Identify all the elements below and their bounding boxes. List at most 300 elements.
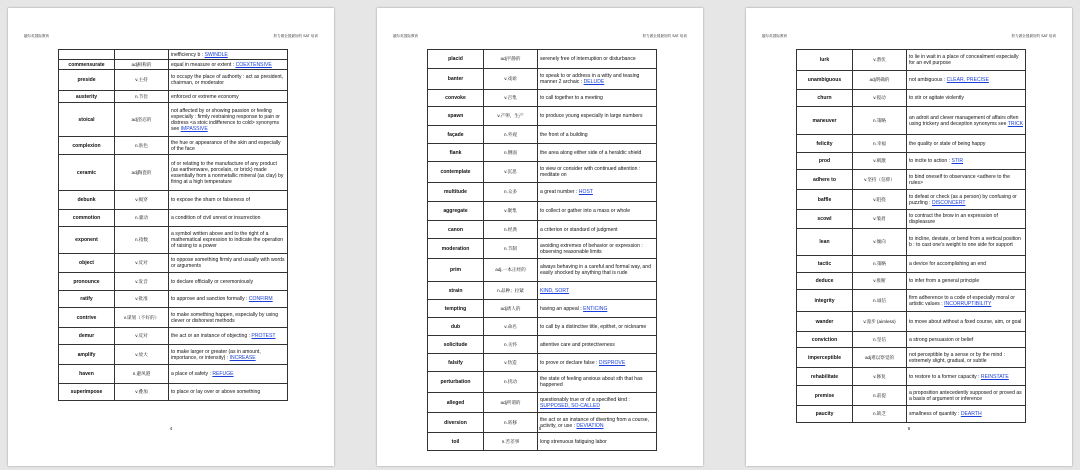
word-cell: façade <box>428 126 484 144</box>
definition-cell <box>907 332 1026 348</box>
definition-text: to expose the sham or falseness of <box>171 197 250 203</box>
meaning-cell: n.诚信 <box>853 290 907 312</box>
definition-text: to view or consider with continued attention : meditate on <box>540 166 641 178</box>
meaning-cell: v.修复 <box>853 368 907 386</box>
definition-cell <box>538 336 657 354</box>
definition-cell <box>169 345 288 365</box>
synonym-link[interactable]: TRICK <box>1007 120 1024 127</box>
word-cell: rehabilitate <box>797 368 853 386</box>
definition-cell <box>538 259 657 282</box>
synonym-link[interactable]: DEVIATION <box>576 422 604 429</box>
definition-text: to call by a distinctive title, epithet, or nickname <box>540 323 647 330</box>
synonym-link[interactable]: DEARTH <box>960 411 982 417</box>
definition-text: to infer from a general principle <box>909 278 980 284</box>
definition-text: questionably true or of a specified kind : <box>540 396 630 403</box>
table-row <box>59 227 288 254</box>
table-row <box>428 90 657 107</box>
word-cell: moderation <box>428 239 484 259</box>
header-right: 努力做全国最好的 SAT 培训 <box>1011 34 1056 38</box>
definition-text: to speak to or address in a witty and teasing manner 2 archaic : <box>540 73 640 85</box>
word-cell: austerity <box>59 91 115 103</box>
definition-cell <box>538 433 657 451</box>
word-cell: canon <box>428 221 484 239</box>
definition-text: always behaving in a careful and formal way, and easily shocked by anything that is rude <box>540 264 651 276</box>
word-cell: scowl <box>797 210 853 229</box>
table-row <box>797 210 1026 229</box>
table-row <box>797 386 1026 406</box>
header-left: 趣尔英国际教育 <box>24 34 50 38</box>
definition-text: a great number : <box>540 189 579 195</box>
definition-text: smallness of quantity : <box>909 411 961 417</box>
table-row <box>797 348 1026 368</box>
meaning-cell: v.伪造 <box>484 354 538 372</box>
table-row <box>59 103 288 137</box>
definition-cell <box>538 144 657 162</box>
word-cell: superimpose <box>59 384 115 401</box>
word-cell: wander <box>797 312 853 332</box>
definition-cell <box>538 221 657 239</box>
synonym-link[interactable]: STIR <box>951 158 964 164</box>
table-row <box>428 259 657 282</box>
meaning-cell: n.节制 <box>484 239 538 259</box>
meaning-cell: n.苦差事 <box>484 433 538 451</box>
meaning-cell: adj所谓的 <box>484 393 538 413</box>
meaning-cell: n.经典 <box>484 221 538 239</box>
page-number: 4 <box>169 426 173 431</box>
table-row <box>428 107 657 126</box>
synonym-link[interactable]: DISPROVE <box>598 359 626 366</box>
definition-text: to prove or declare false : <box>540 359 599 366</box>
definition-text: inefficiency b : <box>171 51 205 58</box>
definition-text: enforced or extreme economy <box>171 93 239 100</box>
word-cell: imperceptible <box>797 348 853 368</box>
definition-cell <box>538 318 657 336</box>
table-row <box>428 372 657 393</box>
table-row <box>428 183 657 202</box>
table-row <box>428 354 657 372</box>
word-cell: baffle <box>797 190 853 210</box>
definition-cell <box>907 368 1026 386</box>
meaning-cell: v.阻挠 <box>853 190 907 210</box>
meaning-cell: v.推断 <box>853 273 907 290</box>
table-row <box>59 308 288 328</box>
word-cell: amplify <box>59 345 115 365</box>
table-row <box>59 191 288 210</box>
document-page-2 <box>377 8 703 466</box>
synonym-link[interactable]: CONFIRM <box>248 296 273 302</box>
meaning-cell: n.关怀 <box>484 336 538 354</box>
definition-text: to declare officially or ceremoniously <box>171 278 254 285</box>
definition-text: to make something happen, especially by using clever or dishonest methods <box>171 311 279 324</box>
synonym-link[interactable]: REFUGE <box>212 371 234 377</box>
synonym-link[interactable]: IMPASSIVE <box>180 125 208 132</box>
meaning-cell: v.产卵，生产 <box>484 107 538 126</box>
meaning-cell: adj相称的 <box>115 60 169 70</box>
definition-cell <box>907 135 1026 153</box>
synonym-link[interactable]: REINSTATE <box>980 373 1009 380</box>
definition-cell <box>169 365 288 384</box>
table-row <box>59 70 288 91</box>
definition-text: a proposition antecedently supposed or proved as a basis of argument or inference <box>909 389 1022 402</box>
meaning-cell: n.转移 <box>484 413 538 433</box>
definition-text: to incite to action : <box>909 158 952 164</box>
meaning-cell: v.漫步 (aimless) <box>853 312 907 332</box>
word-cell: pronounce <box>59 273 115 291</box>
document-page-3 <box>746 8 1072 466</box>
table-row <box>797 332 1026 348</box>
word-cell: solicitude <box>428 336 484 354</box>
definition-cell <box>538 107 657 126</box>
definition-cell <box>907 190 1026 210</box>
table-row <box>59 365 288 384</box>
meaning-cell: n.品种；拉紧 <box>484 282 538 300</box>
definition-cell <box>907 386 1026 406</box>
meaning-cell: v.命名 <box>484 318 538 336</box>
word-cell: exponent <box>59 227 115 254</box>
table-row <box>797 90 1026 107</box>
definition-cell <box>538 126 657 144</box>
meaning-cell: v.主持 <box>115 70 169 91</box>
definition-text: to lie in wait in a place of concealment especially for an evil purpose <box>909 54 1019 66</box>
meaning-cell: v.潜伏 <box>853 50 907 71</box>
definition-text: attentive care and protectiveness <box>540 341 615 348</box>
definition-cell <box>907 406 1026 423</box>
meaning-cell: n.节俭 <box>115 91 169 103</box>
word-cell: prod <box>797 153 853 170</box>
definition-text: an adroit and clever management of affairs often using trickery and deception synonyms see <box>909 114 1019 127</box>
table-row <box>428 126 657 144</box>
document-page-1 <box>8 8 334 466</box>
definition-text: to bind oneself to observance <adhere to the rules> <box>909 173 1010 186</box>
definition-cell <box>169 91 288 103</box>
definition-cell <box>907 273 1026 290</box>
word-cell: strain <box>428 282 484 300</box>
table-row <box>428 300 657 318</box>
definition-cell <box>169 103 288 137</box>
meaning-cell: v.发音 <box>115 273 169 291</box>
definition-cell <box>907 312 1026 332</box>
meaning-cell: adj陶瓷的 <box>115 155 169 191</box>
table-row <box>797 135 1026 153</box>
table-row <box>59 137 288 155</box>
synonym-link[interactable]: INCREASE <box>229 354 256 361</box>
definition-text: to call together to a meeting <box>540 95 603 101</box>
definition-cell <box>169 328 288 345</box>
definition-cell <box>538 162 657 183</box>
table-row <box>797 50 1026 71</box>
definition-text: to make larger or greater (as in amount, importance, or intensity) : <box>171 348 261 361</box>
word-cell: stoical <box>59 103 115 137</box>
definition-text: the quality or state of being happy <box>909 140 986 147</box>
meaning-cell: v.戏谑 <box>484 69 538 90</box>
table-row <box>59 91 288 103</box>
table-row <box>797 190 1026 210</box>
table-row <box>428 162 657 183</box>
vocab-table <box>58 49 288 401</box>
meaning-cell: adj诱人的 <box>484 300 538 318</box>
meaning-cell: n.前提 <box>853 386 907 406</box>
word-cell: complexion <box>59 137 115 155</box>
table-row <box>59 60 288 70</box>
word-cell: aggregate <box>428 202 484 221</box>
table-row <box>797 256 1026 273</box>
definition-cell <box>538 300 657 318</box>
table-row <box>797 170 1026 190</box>
meaning-cell: v.刺激 <box>853 153 907 170</box>
word-cell: haven <box>59 365 115 384</box>
meaning-cell: v.反对 <box>115 254 169 273</box>
definition-text: a criterion or standard of judgment <box>540 226 618 233</box>
definition-cell <box>538 393 657 413</box>
header-left: 趣尔英国际教育 <box>393 34 419 38</box>
definition-cell <box>907 229 1026 256</box>
page-header <box>377 34 703 44</box>
table-row <box>59 254 288 273</box>
definition-text: a device for accomplishing an end <box>909 261 987 267</box>
meaning-cell <box>115 50 169 60</box>
definition-text: the state of feeling anxious about sth that has happened <box>540 376 643 388</box>
meaning-cell: v.放大 <box>115 345 169 365</box>
synonym-link[interactable]: SUPPOSED, SO-CALLED <box>540 402 601 409</box>
definition-text: a place of safety : <box>171 371 213 377</box>
meaning-cell: n.指数 <box>115 227 169 254</box>
table-row <box>797 273 1026 290</box>
word-cell: premise <box>797 386 853 406</box>
word-cell: flank <box>428 144 484 162</box>
definition-cell <box>907 153 1026 170</box>
definition-text: having an appeal : <box>540 305 584 312</box>
definition-cell <box>538 354 657 372</box>
table-row <box>59 345 288 365</box>
word-cell: felicity <box>797 135 853 153</box>
definition-text: the hue or appearance of the skin and especially of the face <box>171 139 281 152</box>
definition-text: to incline, deviate, or bend from a vertical position b : to cast one's weight to one side for support <box>909 236 1021 248</box>
synonym-link[interactable]: PROTEST <box>251 333 276 339</box>
definition-cell <box>169 384 288 401</box>
definition-text: to defeat or check (as a person) by confusing or puzzling : <box>909 193 1017 206</box>
definition-cell <box>169 60 288 70</box>
word-cell: conviction <box>797 332 853 348</box>
definition-text: the area along either side of a heraldic shield <box>540 149 642 156</box>
vocab-table <box>796 49 1026 423</box>
meaning-cell: n.策略 <box>853 107 907 135</box>
word-cell: multitude <box>428 183 484 202</box>
table-row <box>428 69 657 90</box>
meaning-cell: v.批准 <box>115 291 169 308</box>
meaning-cell: v.谋划（不好的） <box>115 308 169 328</box>
table-row <box>59 384 288 401</box>
meaning-cell: v.揭穿 <box>115 191 169 210</box>
meaning-cell: n.骚动 <box>115 210 169 227</box>
meaning-cell: n.坚信 <box>853 332 907 348</box>
definition-cell <box>169 254 288 273</box>
meaning-cell: n.外观 <box>484 126 538 144</box>
meaning-cell: adj.一本正经的 <box>484 259 538 282</box>
definition-cell <box>538 282 657 300</box>
definition-cell <box>169 191 288 210</box>
synonym-link[interactable]: SWINDLE <box>204 51 228 58</box>
meaning-cell: v.沉思 <box>484 162 538 183</box>
page-header <box>8 34 334 44</box>
definition-cell <box>169 273 288 291</box>
table-row <box>428 336 657 354</box>
definition-text: to stir or agitate violently <box>909 95 964 101</box>
table-row <box>428 50 657 69</box>
table-row <box>797 368 1026 386</box>
definition-text: the front of a building <box>540 131 588 138</box>
page-number: 5 <box>538 426 542 431</box>
table-row <box>428 282 657 300</box>
definition-text: to move about without a fixed course, aim, or goal <box>909 318 1022 325</box>
word-cell: falsify <box>428 354 484 372</box>
definition-cell <box>169 155 288 191</box>
definition-cell <box>538 69 657 90</box>
meaning-cell: adj坚忍的 <box>115 103 169 137</box>
word-cell: banter <box>428 69 484 90</box>
synonym-link[interactable]: COEXTENSIVE <box>235 61 272 68</box>
synonym-link[interactable]: CLEAR, PRECISE <box>946 77 989 83</box>
definition-text: to occupy the place of authority : act as president, chairman, or moderator <box>171 74 284 86</box>
table-row <box>59 210 288 227</box>
word-cell: perturbation <box>428 372 484 393</box>
word-cell: prim <box>428 259 484 282</box>
definition-cell <box>169 291 288 308</box>
definition-cell <box>538 50 657 69</box>
definition-text: of or relating to the manufacture of any product (as earthenware, porcelain, or brick) made essentially from a nonmetallic mineral (as clay) by firing at a high temperature <box>171 160 284 185</box>
definition-cell <box>538 183 657 202</box>
table-row <box>428 239 657 259</box>
definition-text: equal in measure or extent : <box>171 61 236 68</box>
meaning-cell: n.缺乏 <box>853 406 907 423</box>
table-row <box>797 406 1026 423</box>
word-cell: tempting <box>428 300 484 318</box>
synonym-link[interactable]: INCORRUPTIBILITY <box>944 300 992 307</box>
meaning-cell: v.叠加 <box>115 384 169 401</box>
table-row <box>797 71 1026 90</box>
definition-text: not ambiguous : <box>909 77 947 83</box>
definition-text: the act or an instance of objecting : <box>171 333 252 339</box>
definition-cell <box>907 290 1026 312</box>
table-row <box>797 312 1026 332</box>
table-row <box>59 273 288 291</box>
definition-cell <box>907 348 1026 368</box>
table-row <box>59 50 288 60</box>
definition-text: a strong persuasion or belief <box>909 336 974 343</box>
word-cell: churn <box>797 90 853 107</box>
definition-cell <box>538 90 657 107</box>
table-row <box>428 202 657 221</box>
word-cell: alleged <box>428 393 484 413</box>
word-cell: spawn <box>428 107 484 126</box>
definition-text: not affected by or showing passion or feeling especially : firmly restraining response to pain or distress <a stoic indifference to cold> synonyms see <box>171 107 280 132</box>
definition-cell <box>169 137 288 155</box>
table-row <box>797 107 1026 135</box>
table-row <box>428 221 657 239</box>
page-number: 6 <box>907 426 911 431</box>
table-row <box>428 318 657 336</box>
table-row <box>797 290 1026 312</box>
meaning-cell: v.反对 <box>115 328 169 345</box>
definition-cell <box>538 202 657 221</box>
table-row <box>797 229 1026 256</box>
word-cell: toil <box>428 433 484 451</box>
word-cell: contemplate <box>428 162 484 183</box>
table-row <box>59 328 288 345</box>
meaning-cell: v.搅动 <box>853 90 907 107</box>
vocab-table <box>427 49 657 451</box>
word-cell: convoke <box>428 90 484 107</box>
meaning-cell: adj明确的 <box>853 71 907 90</box>
table-row <box>797 153 1026 170</box>
table-row <box>59 155 288 191</box>
meaning-cell: n.众多 <box>484 183 538 202</box>
page-header <box>746 34 1072 44</box>
synonym-link[interactable]: DELUDE <box>583 79 605 85</box>
definition-cell <box>907 50 1026 71</box>
word-cell: debunk <box>59 191 115 210</box>
word-cell: deduce <box>797 273 853 290</box>
meaning-cell: v.召集 <box>484 90 538 107</box>
definition-text: to produce young especially in large numbers <box>540 113 643 119</box>
table-row <box>428 393 657 413</box>
table-row <box>59 291 288 308</box>
definition-text: avoiding extremes of behavior or expression : observing reasonable limits <box>540 242 643 255</box>
table-row <box>428 144 657 162</box>
word-cell: lean <box>797 229 853 256</box>
synonym-link[interactable]: HOST <box>578 189 593 195</box>
word-cell: paucity <box>797 406 853 423</box>
meaning-cell: v.皱眉 <box>853 210 907 229</box>
meaning-cell: adj平静的 <box>484 50 538 69</box>
meaning-cell: adj难以察觉的 <box>853 348 907 368</box>
meaning-cell: n.侧面 <box>484 144 538 162</box>
word-cell: commensurate <box>59 60 115 70</box>
synonym-link[interactable]: ENTICING <box>583 305 608 312</box>
word-cell: unambiguous <box>797 71 853 90</box>
definition-cell <box>538 239 657 259</box>
definition-cell <box>169 308 288 328</box>
definition-cell <box>169 227 288 254</box>
definition-text: to place or lay over or above something <box>171 389 261 395</box>
meaning-cell: n.策略 <box>853 256 907 273</box>
definition-text: not perceptible by a sense or by the mind : extremely slight, gradual, or subtle <box>909 351 1005 364</box>
meaning-cell: v.坚持（信仰） <box>853 170 907 190</box>
definition-text: to contract the brow in an expression of displeasure <box>909 213 998 225</box>
definition-text: long strenuous fatiguing labor <box>540 438 607 445</box>
definition-cell <box>907 256 1026 273</box>
definition-cell <box>169 70 288 91</box>
definition-text: to oppose something firmly and usually with words or arguments <box>171 257 285 269</box>
synonym-link[interactable]: DISCONCERT <box>931 199 966 206</box>
definition-text: to restore to a former capacity : <box>909 373 981 380</box>
definition-text: to collect or gather into a mass or whole <box>540 208 631 214</box>
meaning-cell: v.倾向 <box>853 229 907 256</box>
word-cell: placid <box>428 50 484 69</box>
meaning-cell: n.肤色 <box>115 137 169 155</box>
definition-cell <box>169 210 288 227</box>
header-right: 努力做全国最好的 SAT 培训 <box>273 34 318 38</box>
table-row <box>428 433 657 451</box>
word-cell: demur <box>59 328 115 345</box>
definition-cell <box>907 90 1026 107</box>
meaning-cell: n.幸福 <box>853 135 907 153</box>
word-cell: maneuver <box>797 107 853 135</box>
definition-cell <box>538 372 657 393</box>
definition-cell <box>907 210 1026 229</box>
word-cell: object <box>59 254 115 273</box>
synonym-link[interactable]: KIND, SORT <box>540 287 570 294</box>
definition-text: the act or an instance of diverting from a course, activity, or use : <box>540 416 650 429</box>
